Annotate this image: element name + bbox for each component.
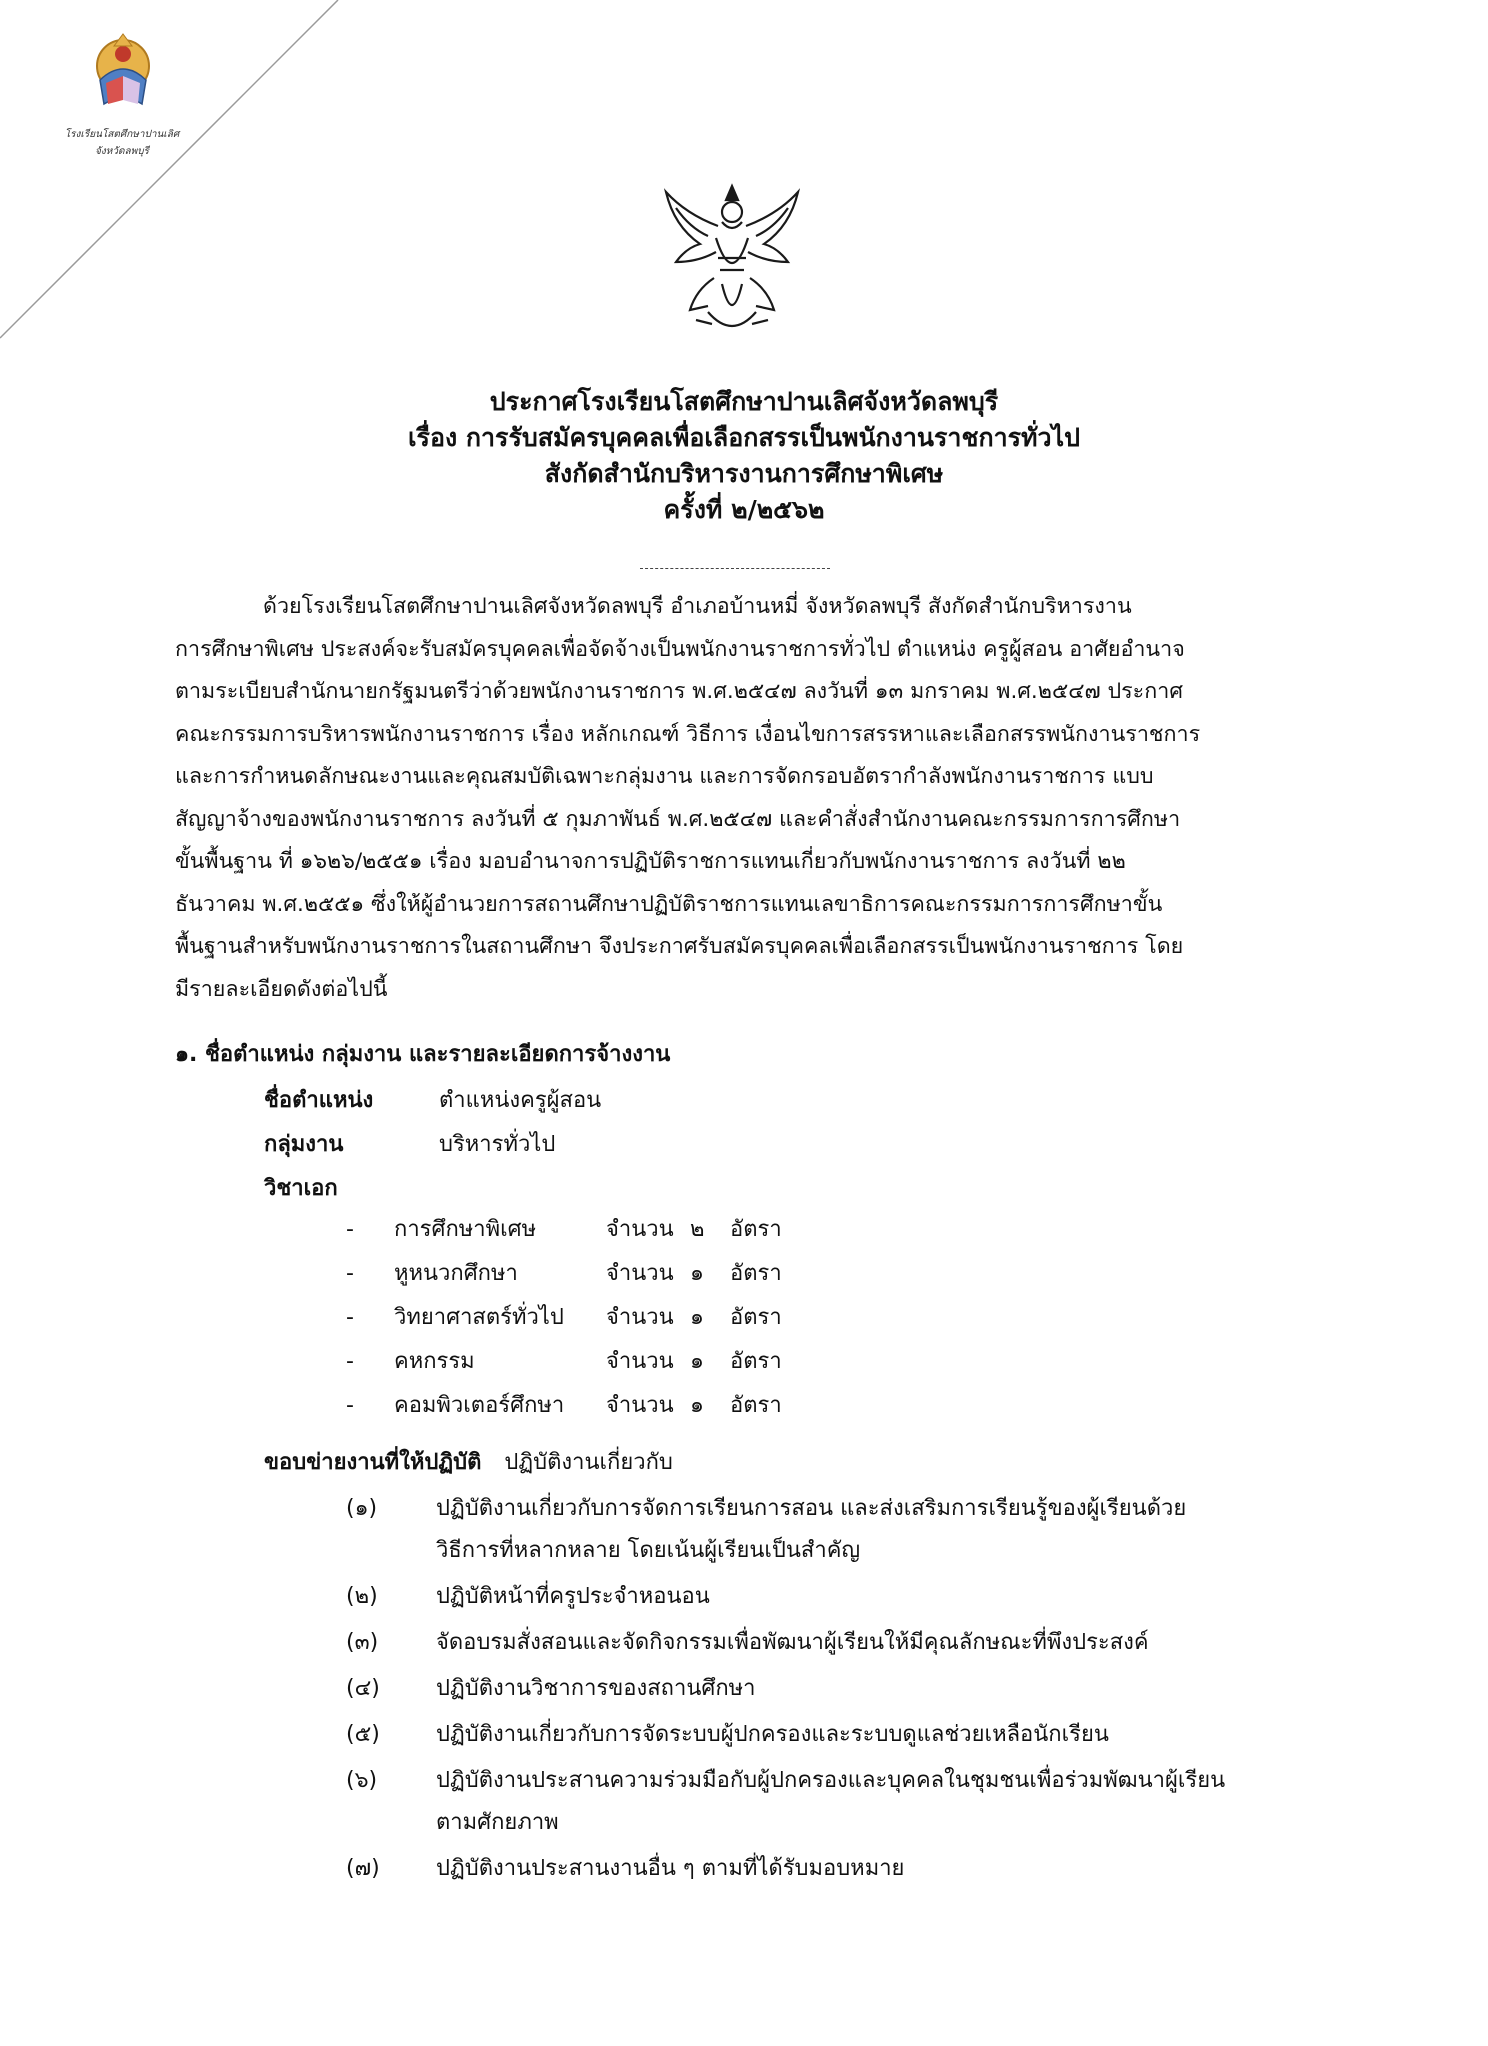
body-line: ด้วยโรงเรียนโสตศึกษาปานเลิศจังหวัดลพบุรี อำเภอบ้านหมี่ จังหวัดลพบุรี สังกัดสำนักบริหารงาน: [263, 594, 1132, 619]
duty-text: ปฏิบัติงานประสานความร่วมมือกับผู้ปกครองและบุคคลในชุมชนเพื่อร่วมพัฒนาผู้เรียน: [436, 1768, 1226, 1793]
announcement-affiliation: สังกัดสำนักบริหารงานการศึกษาพิเศษ: [544, 459, 944, 488]
duty-list: [346, 1488, 1296, 1894]
body-line: คณะกรรมการบริหารพนักงานราชการ เรื่อง หลักเกณฑ์ วิธีการ เงื่อนไขการสรรหาและเลือกสรรพนักงานราชการ: [175, 721, 1201, 747]
body-paragraph: [175, 586, 1295, 1011]
subject-row: [346, 1296, 782, 1340]
subject-row: [346, 1252, 782, 1296]
duty-text: ปฏิบัติงานเกี่ยวกับการจัดการเรียนการสอน และส่งเสริมการเรียนรู้ของผู้เรียนด้วย: [436, 1496, 1187, 1521]
subject-count: ๑: [690, 1393, 704, 1418]
body-line: ธันวาคม พ.ศ.๒๕๕๑ ซึ่งให้ผู้อำนวยการสถานศึกษาปฏิบัติราชการแทนเลขาธิการคณะกรรมการการศึกษาขั้น: [175, 891, 1163, 917]
scope-value: ปฏิบัติงานเกี่ยวกับ: [504, 1450, 673, 1475]
subject-unit: อัตรา: [730, 1305, 782, 1330]
subject-dash: -: [346, 1393, 354, 1418]
position-field: [264, 1082, 601, 1117]
duty-number: (๖): [346, 1768, 378, 1793]
announcement-subject: เรื่อง การรับสมัครบุคคลเพื่อเลือกสรรเป็นพนักงานราชการทั่วไป: [407, 423, 1081, 452]
duty-number: (๓): [346, 1630, 379, 1655]
school-logo-icon: [68, 28, 178, 118]
duty-number: (๑): [346, 1496, 378, 1521]
duty-item: [346, 1622, 1296, 1664]
position-value: ตำแหน่งครูผู้สอน: [439, 1088, 602, 1113]
subject-unit: อัตรา: [730, 1349, 782, 1374]
duty-number: (๔): [346, 1676, 380, 1701]
school-caption-province: จังหวัดลพบุรี: [95, 146, 149, 157]
subject-count-label: จำนวน: [606, 1261, 674, 1286]
announcement-header: [244, 384, 1244, 528]
body-line: พื้นฐานสำหรับพนักงานราชการในสถานศึกษา จึงประกาศรับสมัครบุคคลเพื่อเลือกสรรเป็นพนักงานราชการ โดย: [175, 934, 1184, 959]
garuda-emblem-icon: [656, 178, 808, 343]
subject-count: ๑: [690, 1349, 704, 1374]
group-value: บริหารทั่วไป: [439, 1132, 556, 1157]
duty-item: [346, 1668, 1296, 1710]
duty-text: จัดอบรมสั่งสอนและจัดกิจกรรมเพื่อพัฒนาผู้เรียนให้มีคุณลักษณะที่พึงประสงค์: [436, 1630, 1149, 1655]
header-divider: [640, 568, 830, 569]
duty-text: ปฏิบัติงานวิชาการของสถานศึกษา: [436, 1676, 756, 1701]
subject-name: วิทยาศาสตร์ทั่วไป: [394, 1305, 564, 1330]
major-label: วิชาเอก: [264, 1176, 338, 1201]
corner-fold-line: [0, 0, 360, 360]
subject-dash: -: [346, 1217, 354, 1242]
major-field: [264, 1170, 432, 1205]
duty-number: (๗): [346, 1856, 380, 1881]
announcement-round: ครั้งที่ ๒/๒๕๖๒: [663, 495, 825, 524]
body-line: และการกำหนดลักษณะงานและคุณสมบัติเฉพาะกลุ่มงาน และการจัดกรอบอัตรากำลังพนักงานราชการ แบบ: [175, 764, 1154, 789]
duty-text: ปฏิบัติงานประสานงานอื่น ๆ ตามที่ได้รับมอบหมาย: [436, 1856, 905, 1881]
duty-item: [346, 1488, 1296, 1572]
school-caption: [52, 126, 192, 160]
subject-count: ๒: [690, 1217, 705, 1242]
scope-label: ขอบข่ายงานที่ให้ปฏิบัติ: [264, 1450, 482, 1475]
subject-unit: อัตรา: [730, 1261, 782, 1286]
duty-text: ปฏิบัติงานเกี่ยวกับการจัดระบบผู้ปกครองและระบบดูแลช่วยเหลือนักเรียน: [436, 1722, 1109, 1747]
subject-name: คหกรรม: [394, 1349, 475, 1374]
subject-name: การศึกษาพิเศษ: [394, 1217, 537, 1242]
school-caption-name: โรงเรียนโสตศึกษาปานเลิศ: [64, 129, 180, 140]
subject-dash: -: [346, 1261, 354, 1286]
group-field: [264, 1126, 555, 1161]
subject-name: หูหนวกศึกษา: [394, 1261, 518, 1286]
announcement-title: ประกาศโรงเรียนโสตศึกษาปานเลิศจังหวัดลพบุรี: [489, 387, 999, 416]
duty-text: ตามศักยภาพ: [436, 1810, 559, 1835]
duty-item: [346, 1714, 1296, 1756]
duty-text: ปฏิบัติหน้าที่ครูประจำหอนอน: [436, 1584, 710, 1609]
duty-number: (๕): [346, 1722, 380, 1747]
section-1-title: ๑. ชื่อตำแหน่ง กลุ่มงาน และรายละเอียดการจ้างงาน: [175, 1042, 671, 1067]
duty-number: (๒): [346, 1584, 378, 1609]
subject-count-label: จำนวน: [606, 1217, 674, 1242]
body-line: ตามระเบียบสำนักนายกรัฐมนตรีว่าด้วยพนักงานราชการ พ.ศ.๒๕๔๗ ลงวันที่ ๑๓ มกราคม พ.ศ.๒๕๔๗ ประกาศ: [175, 679, 1183, 704]
subject-name: คอมพิวเตอร์ศึกษา: [394, 1393, 565, 1418]
subject-count: ๑: [690, 1305, 704, 1330]
body-line: สัญญาจ้างของพนักงานราชการ ลงวันที่ ๕ กุมภาพันธ์ พ.ศ.๒๕๔๗ และคำสั่งสำนักงานคณะกรรมการการศึกษา: [175, 806, 1181, 832]
subject-list: [346, 1208, 782, 1428]
subject-row: [346, 1208, 782, 1252]
body-line: ขั้นพื้นฐาน ที่ ๑๖๒๖/๒๕๕๑ เรื่อง มอบอำนาจการปฏิบัติราชการแทนเกี่ยวกับพนักงานราชการ ลงวันที่ ๒๒: [175, 849, 1126, 874]
subject-row: [346, 1384, 782, 1428]
subject-row: [346, 1340, 782, 1384]
body-line: มีรายละเอียดดังต่อไปนี้: [175, 976, 388, 1002]
body-line: การศึกษาพิเศษ ประสงค์จะรับสมัครบุคคลเพื่อจัดจ้างเป็นพนักงานราชการทั่วไป ตำแหน่ง ครูผู้สอน อาศัยอำนาจ: [175, 636, 1185, 662]
position-label: ชื่อตำแหน่ง: [264, 1088, 374, 1113]
subject-count-label: จำนวน: [606, 1349, 674, 1374]
subject-dash: -: [346, 1349, 354, 1374]
subject-dash: -: [346, 1305, 354, 1330]
subject-count-label: จำนวน: [606, 1393, 674, 1418]
duty-text: วิธีการที่หลากหลาย โดยเน้นผู้เรียนเป็นสำคัญ: [436, 1538, 861, 1563]
subject-unit: อัตรา: [730, 1217, 782, 1242]
subject-count-label: จำนวน: [606, 1305, 674, 1330]
duty-item: [346, 1848, 1296, 1890]
subject-count: ๑: [690, 1261, 704, 1286]
duty-item: [346, 1760, 1296, 1844]
duty-item: [346, 1576, 1296, 1618]
group-label: กลุ่มงาน: [264, 1132, 344, 1157]
scope-heading: [264, 1444, 673, 1479]
subject-unit: อัตรา: [730, 1393, 782, 1418]
